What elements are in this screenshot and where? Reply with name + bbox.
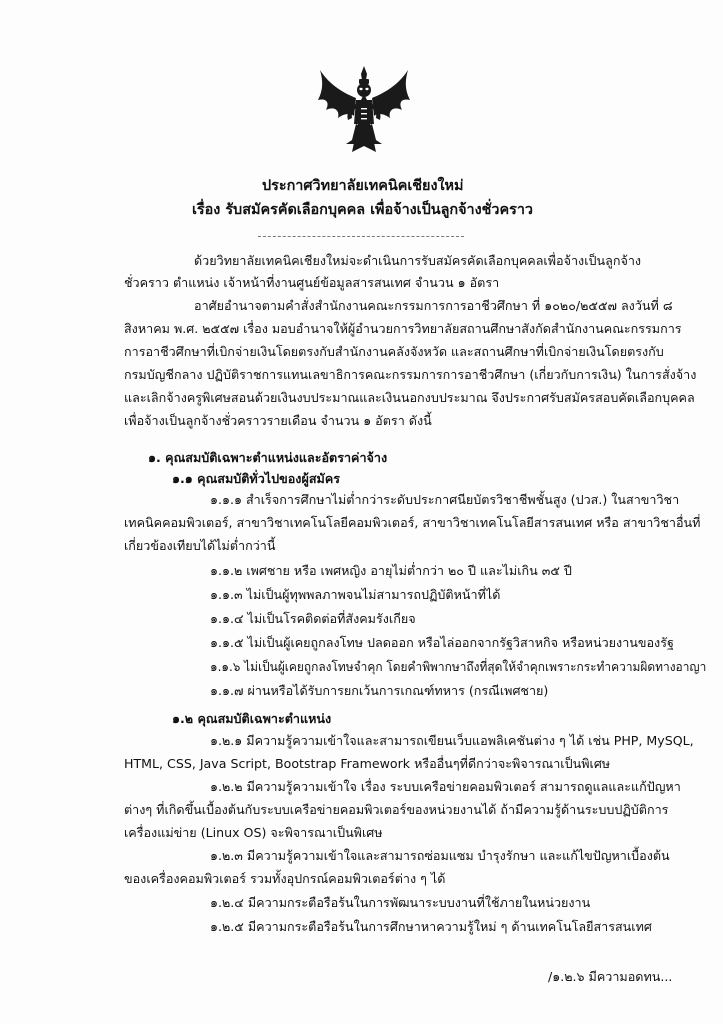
item-1-1-7: ๑.๑.๗ ผ่านหรือได้รับการยกเว้นการเกณฑ์ทหาร (กรณีเพศชาย)	[210, 683, 549, 698]
intro-paragraph-1: ด้วยวิทยาลัยเทคนิคเชียงใหม่จะดำเนินการรับสมัครคัดเลือกบุคคลเพื่อจ้างเป็นลูกจ้าง	[194, 253, 642, 268]
item-1-2-1-cont: HTML, CSS, Java Script, Bootstrap Framework หรืออื่นๆที่ดีกว่าจะพิจารณาเป็นพิเศษ	[124, 756, 611, 771]
item-1-2-5: ๑.๒.๕ มีความกระตือรือร้นในการศึกษาหาความรู้ใหม่ ๆ ด้านเทคโนโลยีสารสนเทศ	[210, 919, 652, 934]
section-1-2-heading: ๑.๒ คุณสมบัติเฉพาะตำแหน่ง	[172, 711, 332, 726]
item-1-1-2: ๑.๑.๒ เพศชาย หรือ เพศหญิง อายุไม่ต่ำกว่า ๒๐ ปี และไม่เกิน ๓๕ ปี	[210, 563, 572, 578]
item-1-1-5: ๑.๑.๕ ไม่เป็นผู้เคยถูกลงโทษ ปลดออก หรือไล่ออกจากรัฐวิสาหกิจ หรือหน่วยงานของรัฐ	[210, 635, 674, 650]
item-1-2-1: ๑.๒.๑ มีความรู้ความเข้าใจและสามารถเขียนเว็บแอพลิเคชันต่าง ๆ ได้ เช่น PHP, MySQL,	[210, 733, 694, 748]
section-1-1-heading: ๑.๑ คุณสมบัติทั่วไปของผู้สมัคร	[172, 471, 341, 486]
item-1-1-1: ๑.๑.๑ สำเร็จการศึกษาไม่ต่ำกว่าระดับประกาศนียบัตรวิชาชีพชั้นสูง (ปวส.) ในสาขาวิชา	[210, 492, 680, 507]
intro-paragraph-2: อาศัยอำนาจตามคำสั่งสำนักงานคณะกรรมการการอาชีวศึกษา ที่ ๑๐๒๐/๒๕๕๗ ลงวันที่ ๘	[194, 298, 673, 313]
document-subject: เรื่อง รับสมัครคัดเลือกบุคคล เพื่อจ้างเป็นลูกจ้างชั่วคราว	[192, 202, 534, 218]
title-divider	[258, 236, 464, 237]
item-1-1-6: ๑.๑.๖ ไม่เป็นผู้เคยถูกลงโทษจำคุก โดยคำพิพากษาถึงที่สุดให้จำคุกเพราะกระทำความผิดทางอาญา	[210, 659, 707, 674]
intro-paragraph-2-cont: กรมบัญชีกลาง ปฏิบัติราชการแทนเลขาธิการคณะกรรมการการอาชีวศึกษา (เกี่ยวกับการเงิน) ในการสั่งจ้าง	[124, 367, 697, 382]
item-1-1-1-cont: เทคนิคคอมพิวเตอร์, สาขาวิชาเทคโนโลยีคอมพิวเตอร์, สาขาวิชาเทคโนโลยีสารสนเทศ หรือ สาขาวิชาอื่นที่	[124, 515, 701, 530]
item-1-2-3-cont: ของเครื่องคอมพิวเตอร์ รวมทั้งอุปกรณ์คอมพิวเตอร์ต่าง ๆ ได้	[124, 871, 446, 886]
item-1-2-2: ๑.๒.๒ มีความรู้ความเข้าใจ เรื่อง ระบบเครือข่ายคอมพิวเตอร์ สามารถดูแลและแก้ปัญหา	[210, 779, 681, 794]
item-1-2-2-cont: เครื่องแม่ข่าย (Linux OS) จะพิจารณาเป็นพิเศษ	[124, 825, 383, 840]
item-1-2-4: ๑.๒.๔ มีความกระตือรือร้นในการพัฒนาระบบงานที่ใช้ภายในหน่วยงาน	[210, 895, 591, 910]
item-1-2-2-cont: ต่างๆ ที่เกิดขึ้นเบื้องต้นกับระบบเครือข่ายคอมพิวเตอร์ของหน่วยงานได้ ถ้ามีความรู้ด้านระบบปฏิบัติการ	[124, 802, 669, 817]
continued-note: /๑.๒.๖ มีความอดทน...	[548, 969, 673, 984]
item-1-1-3: ๑.๑.๓ ไม่เป็นผู้ทุพพลภาพจนไม่สามารถปฏิบัติหน้าที่ได้	[210, 587, 501, 602]
intro-paragraph-2-cont: การอาชีวศึกษาที่เบิกจ่ายเงินโดยตรงกับสำนักงานคลังจังหวัด และสถานศึกษาที่เบิกจ่ายเงินโดยตรงกับ	[124, 344, 664, 359]
item-1-2-3: ๑.๒.๓ มีความรู้ความเข้าใจและสามารถซ่อมแซม บำรุงรักษา และแก้ไขปัญหาเบื้องต้น	[210, 848, 670, 863]
item-1-1-1-cont: เกี่ยวข้องเทียบได้ไม่ต่ำกว่านี้	[124, 538, 276, 553]
item-1-1-4: ๑.๑.๔ ไม่เป็นโรคติดต่อที่สังคมรังเกียจ	[210, 611, 416, 626]
document-title: ประกาศวิทยาลัยเทคนิคเชียงใหม่	[262, 178, 464, 194]
section-1-heading: ๑. คุณสมบัติเฉพาะตำแหน่งและอัตราค่าจ้าง	[148, 450, 388, 465]
intro-paragraph-2-cont: และเลิกจ้างครูพิเศษสอนด้วยเงินงบประมาณและเงินนอกงบประมาณ จึงประกาศรับสมัครสอบคัดเลือกบุคคล	[124, 390, 695, 405]
garuda-emblem-icon	[316, 64, 412, 156]
intro-paragraph-1-cont: ชั่วคราว ตำแหน่ง เจ้าหน้าที่งานศูนย์ข้อมูลสารสนเทศ จำนวน ๑ อัตรา	[124, 275, 500, 290]
intro-paragraph-2-cont: สิงหาคม พ.ศ. ๒๕๕๗ เรื่อง มอบอำนาจให้ผู้อำนวยการวิทยาลัยสถานศึกษาสังกัดสำนักงานคณะกรรมการ	[124, 321, 682, 336]
intro-paragraph-2-cont: เพื่อจ้างเป็นลูกจ้างชั่วคราวรายเดือน จำนวน ๑ อัตรา ดังนี้	[124, 413, 432, 428]
